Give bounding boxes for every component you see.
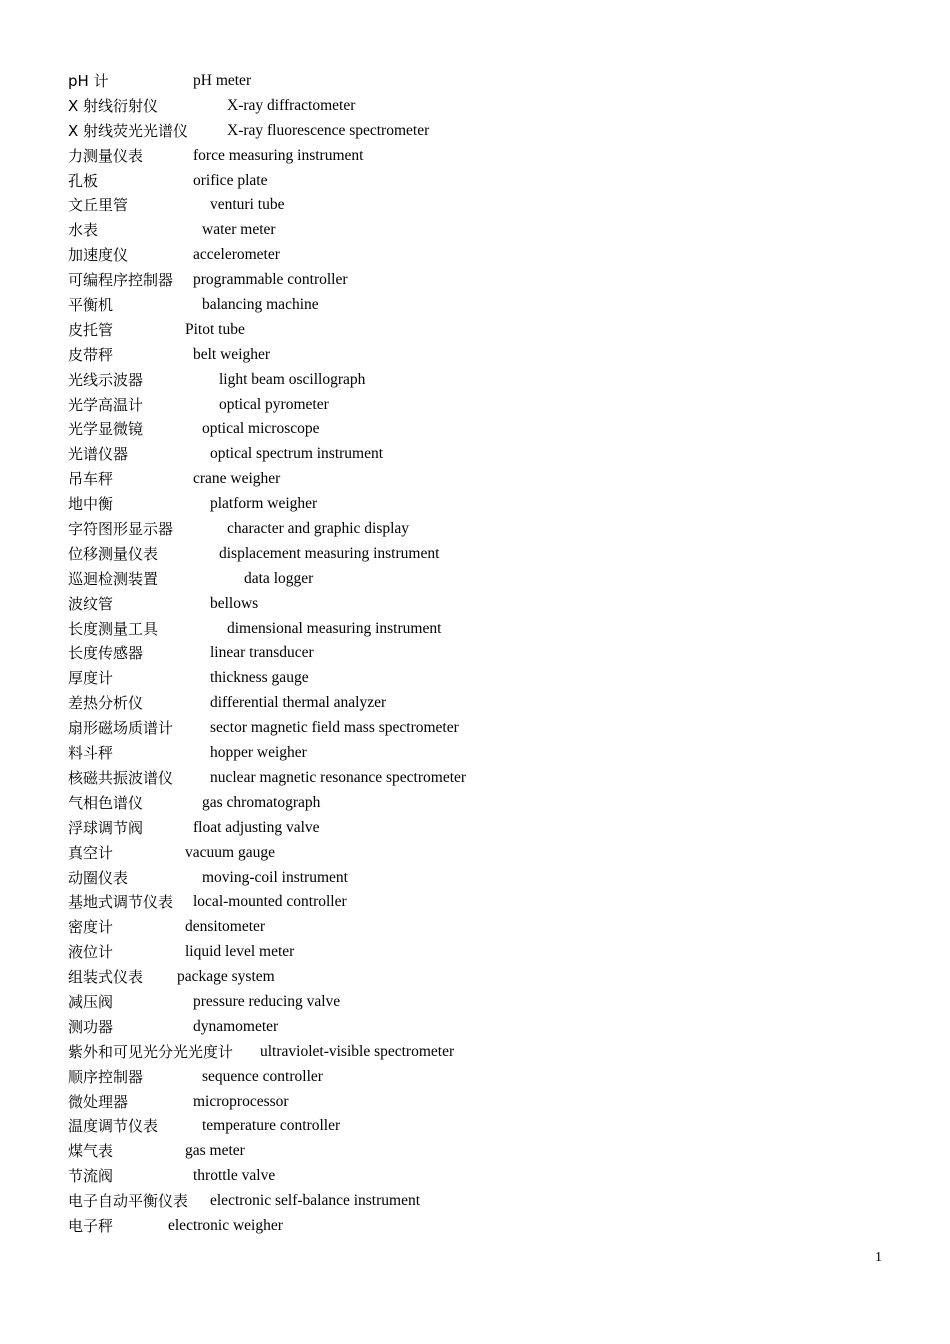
chinese-term: 煤气表 bbox=[68, 1142, 114, 1161]
chinese-term: 密度计 bbox=[68, 918, 114, 937]
english-term: programmable controller bbox=[193, 271, 348, 289]
english-term: force measuring instrument bbox=[193, 146, 364, 164]
chinese-term: 气相色谱仪 bbox=[68, 793, 144, 812]
chinese-term: 波纹管 bbox=[68, 594, 114, 613]
chinese-term: 电子自动平衡仪表 bbox=[68, 1192, 189, 1211]
english-term: crane weigher bbox=[193, 470, 281, 488]
english-term: optical spectrum instrument bbox=[210, 445, 384, 463]
chinese-term: 光谱仪器 bbox=[68, 445, 129, 464]
english-term: moving-coil instrument bbox=[202, 868, 348, 886]
english-term: Pitot tube bbox=[185, 320, 245, 338]
chinese-term: 顺序控制器 bbox=[68, 1067, 144, 1086]
chinese-term: 真空计 bbox=[68, 843, 114, 862]
chinese-term: 扇形磁场质谱计 bbox=[68, 719, 174, 738]
chinese-term: 动圈仪表 bbox=[68, 868, 129, 887]
english-term: optical pyrometer bbox=[219, 395, 329, 413]
english-term: venturi tube bbox=[210, 196, 285, 214]
english-term: pH meter bbox=[193, 72, 252, 89]
chinese-term: 平衡机 bbox=[68, 296, 114, 315]
english-term: character and graphic display bbox=[227, 520, 410, 538]
chinese-term: 紫外和可见光分光光度计 bbox=[68, 1042, 234, 1061]
english-term: vacuum gauge bbox=[185, 843, 275, 861]
english-term: ultraviolet-visible spectrometer bbox=[260, 1042, 455, 1060]
chinese-term: 厚度计 bbox=[68, 669, 114, 688]
english-term: dimensional measuring instrument bbox=[227, 619, 442, 637]
chinese-term: 液位计 bbox=[68, 943, 114, 962]
chinese-term: 测功器 bbox=[68, 1017, 114, 1036]
english-term: data logger bbox=[244, 569, 314, 587]
english-term: hopper weigher bbox=[210, 744, 307, 762]
chinese-term: 料斗秤 bbox=[68, 744, 114, 763]
chinese-term: 巡迴检测装置 bbox=[68, 569, 159, 588]
english-term: optical microscope bbox=[202, 420, 320, 438]
english-term: displacement measuring instrument bbox=[219, 544, 440, 562]
chinese-term: 长度测量工具 bbox=[68, 619, 159, 638]
chinese-term: 温度调节仪表 bbox=[68, 1117, 159, 1136]
english-term: temperature controller bbox=[202, 1117, 341, 1135]
chinese-term: X 射线荧光光谱仪 bbox=[68, 121, 189, 140]
chinese-term: 皮托管 bbox=[68, 320, 114, 339]
english-term: package system bbox=[177, 968, 275, 986]
chinese-term: 光学高温计 bbox=[68, 395, 144, 414]
chinese-term: 差热分析仪 bbox=[68, 694, 144, 713]
english-term: water meter bbox=[202, 221, 276, 239]
chinese-term: 基地式调节仪表 bbox=[68, 893, 174, 912]
chinese-term: 可编程序控制器 bbox=[68, 271, 174, 290]
chinese-term: 微处理器 bbox=[68, 1092, 129, 1111]
english-term: liquid level meter bbox=[185, 943, 295, 961]
english-term: densitometer bbox=[185, 918, 266, 936]
chinese-term: 加速度仪 bbox=[68, 246, 129, 265]
english-term: belt weigher bbox=[193, 345, 271, 363]
english-term: orifice plate bbox=[193, 171, 268, 189]
chinese-term: 核磁共振波谱仪 bbox=[68, 768, 174, 787]
chinese-term: 字符图形显示器 bbox=[68, 520, 174, 539]
chinese-term: 位移测量仪表 bbox=[68, 544, 159, 563]
chinese-term: 文丘里管 bbox=[68, 196, 129, 215]
english-term: microprocessor bbox=[193, 1092, 289, 1110]
english-term: float adjusting valve bbox=[193, 818, 320, 836]
chinese-term: 水表 bbox=[68, 221, 99, 240]
chinese-term: 力测量仪表 bbox=[68, 146, 144, 165]
chinese-term: 皮带秤 bbox=[68, 345, 114, 364]
chinese-term: 吊车秤 bbox=[68, 470, 114, 489]
english-term: light beam oscillograph bbox=[219, 370, 366, 388]
english-term: thickness gauge bbox=[210, 669, 309, 687]
chinese-term: 光学显微镜 bbox=[68, 420, 144, 439]
chinese-term: 减压阀 bbox=[68, 992, 114, 1011]
english-term: electronic weigher bbox=[168, 1216, 283, 1234]
english-term: differential thermal analyzer bbox=[210, 694, 387, 712]
english-term: gas meter bbox=[185, 1142, 245, 1160]
english-term: dynamometer bbox=[193, 1017, 279, 1035]
english-term: local-mounted controller bbox=[193, 893, 347, 911]
chinese-term: 长度传感器 bbox=[68, 644, 144, 663]
english-term: pressure reducing valve bbox=[193, 992, 341, 1010]
english-term: linear transducer bbox=[210, 644, 314, 662]
english-term: X-ray fluorescence spectrometer bbox=[227, 121, 430, 139]
english-term: balancing machine bbox=[202, 296, 319, 314]
english-term: electronic self-balance instrument bbox=[210, 1192, 421, 1210]
chinese-term: 浮球调节阀 bbox=[68, 818, 144, 837]
chinese-term: 节流阀 bbox=[68, 1167, 114, 1186]
page-number: 1 bbox=[875, 1250, 882, 1265]
english-term: sequence controller bbox=[202, 1067, 323, 1085]
english-term: X-ray diffractometer bbox=[227, 96, 356, 114]
chinese-term: 电子秤 bbox=[68, 1216, 114, 1235]
english-term: nuclear magnetic resonance spectrometer bbox=[210, 768, 467, 786]
english-term: platform weigher bbox=[210, 495, 318, 513]
chinese-term: 地中衡 bbox=[68, 495, 114, 514]
chinese-term: 组装式仪表 bbox=[68, 968, 144, 987]
english-term: gas chromatograph bbox=[202, 793, 321, 811]
english-term: throttle valve bbox=[193, 1167, 276, 1185]
english-term: accelerometer bbox=[193, 246, 280, 264]
chinese-term: X 射线衍射仪 bbox=[68, 96, 159, 115]
chinese-term: 孔板 bbox=[68, 171, 99, 190]
english-term: sector magnetic field mass spectrometer bbox=[210, 719, 459, 737]
chinese-term: 光线示波器 bbox=[68, 370, 144, 389]
english-term: bellows bbox=[210, 594, 259, 612]
chinese-term: pH 计 bbox=[68, 72, 109, 90]
